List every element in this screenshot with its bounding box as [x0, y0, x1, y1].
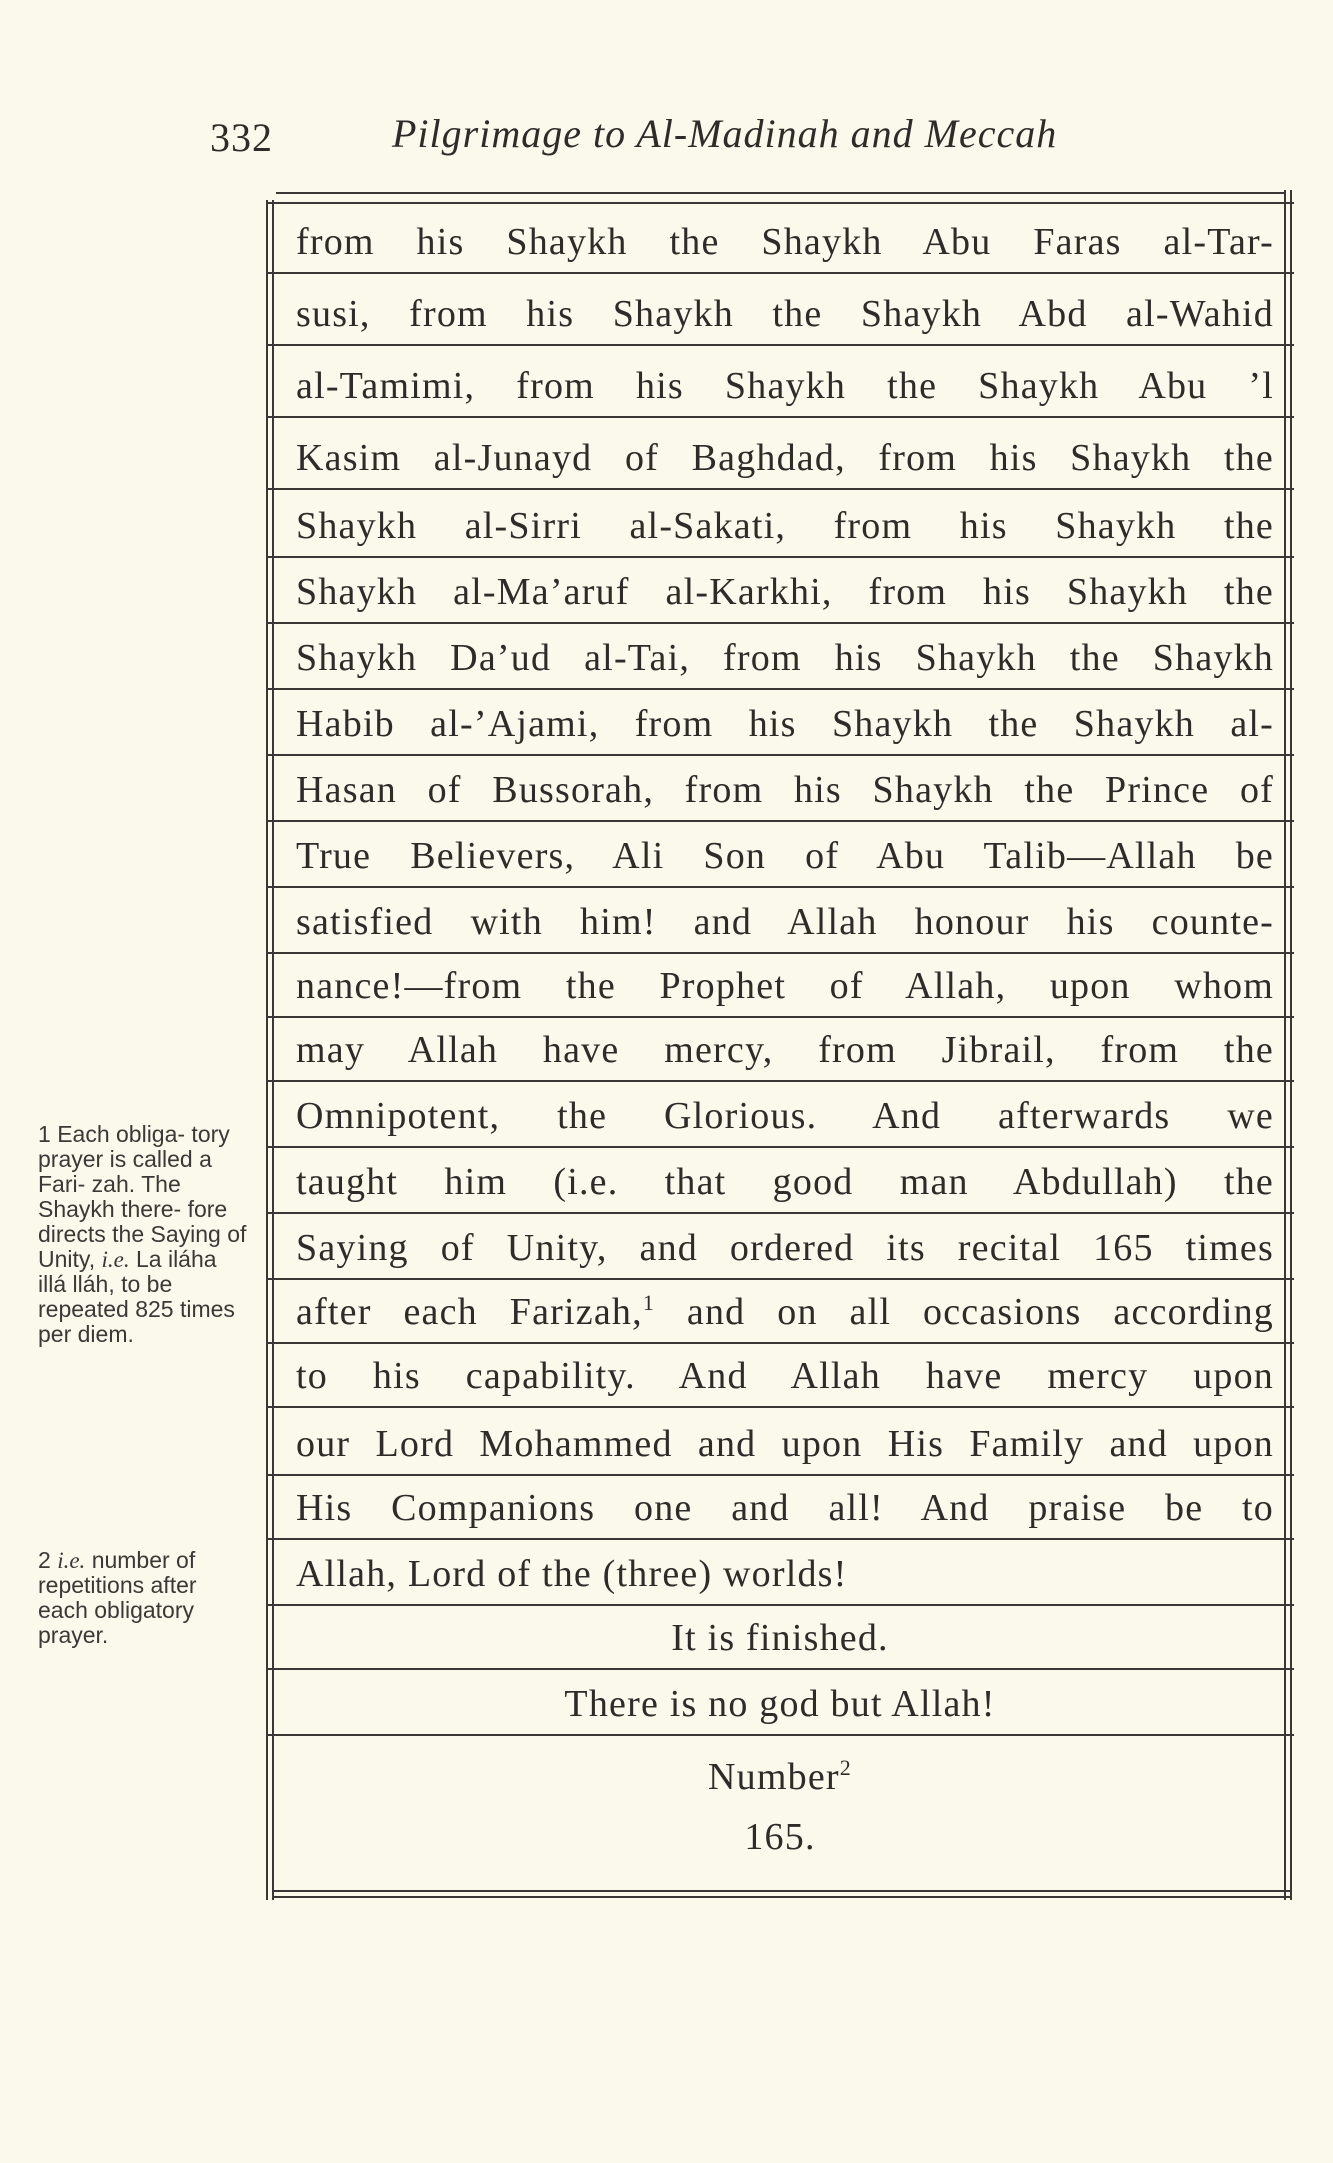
text-line: susi, from his Shaykh the Shaykh Abd al-Wahid: [296, 293, 1274, 336]
sidenote-2-marker: 2: [38, 1547, 51, 1573]
text-line: Allah, Lord of the (three) worlds!: [296, 1553, 848, 1596]
text-line: may Allah have mercy, from Jibrail, from the: [296, 1029, 1274, 1072]
text-line: True Believers, Ali Son of Abu Talib—Allah be: [296, 835, 1274, 878]
line-part: and on all occasions according: [686, 1291, 1275, 1334]
footnote-ref-2: 2: [839, 1755, 852, 1780]
number-label-line: [266, 1755, 1294, 1798]
text-row: [266, 1474, 1294, 1538]
text-line: from his Shaykh the Shaykh Abu Faras al-Tar-: [296, 221, 1274, 264]
frame-bottom-rule-2: [272, 1896, 1290, 1898]
text-row: [266, 886, 1294, 952]
running-title: Pilgrimage to Al-Madinah and Meccah: [392, 111, 1058, 156]
text-row: [266, 202, 1294, 272]
sidenote-1-marker: 1: [38, 1121, 51, 1147]
text-line: to his capability. And Allah have mercy upon: [296, 1355, 1274, 1398]
text-row: [266, 952, 1294, 1016]
number-block: [266, 1755, 1294, 1878]
sidenote-1: [38, 1122, 248, 1347]
text-row: [266, 754, 1294, 820]
sidenote-2-ie: i.e.: [57, 1548, 86, 1573]
frame-bottom-rule-1: [272, 1890, 1290, 1892]
text-row: [266, 1342, 1294, 1406]
number-value: 165.: [744, 1816, 816, 1858]
text-line: Saying of Unity, and ordered its recital 165 times: [296, 1227, 1274, 1270]
text-row: [266, 556, 1294, 622]
text-row: [266, 344, 1294, 416]
text-line: [296, 1292, 1274, 1334]
sidenote-1-text-b: La iláha illá lláh, to be repeated 825 times per diem.: [38, 1246, 235, 1347]
text-row: [266, 1212, 1294, 1278]
finished-line: It is finished.: [671, 1617, 889, 1660]
text-line: Kasim al-Junayd of Baghdad, from his Shaykh the: [296, 437, 1274, 480]
text-line: His Companions one and all! And praise be to: [296, 1487, 1274, 1530]
footnote-ref-1: 1: [642, 1290, 656, 1316]
text-row: [266, 1734, 1294, 1736]
text-row: [266, 622, 1294, 688]
line-part: after each Farizah,: [296, 1291, 643, 1334]
text-row: [266, 416, 1294, 488]
number-label: Number: [708, 1756, 840, 1798]
text-line: Shaykh Da’ud al-Tai, from his Shaykh the Shaykh: [296, 637, 1274, 680]
text-line: our Lord Mohammed and upon His Family and upon: [296, 1423, 1274, 1466]
text-row: [266, 1604, 1294, 1668]
no-god-line: There is no god but Allah!: [564, 1683, 996, 1726]
sidenote-1-ie: i.e.: [101, 1247, 130, 1272]
text-line: nance!—from the Prophet of Allah, upon whom: [296, 965, 1274, 1008]
text-row: [266, 1668, 1294, 1734]
text-line: Hasan of Bussorah, from his Shaykh the Prince of: [296, 769, 1274, 812]
text-row: [266, 488, 1294, 556]
text-row: [266, 1278, 1294, 1342]
text-line: Habib al-’Ajami, from his Shaykh the Shaykh al-: [296, 703, 1274, 746]
text-line: al-Tamimi, from his Shaykh the Shaykh Abu ’l: [296, 365, 1274, 408]
text-row: [266, 1080, 1294, 1146]
text-row: [266, 1016, 1294, 1080]
text-row: [266, 1406, 1294, 1474]
frame-top-rule: [276, 192, 1286, 194]
sidenote-2: [38, 1548, 248, 1648]
sidenote-1-text-a: Each obliga- tory prayer is called a Fari- zah. The Shaykh there- fore directs the Saying of Unity,: [38, 1121, 247, 1272]
text-row: [266, 1538, 1294, 1604]
text-row: [266, 820, 1294, 886]
text-row: [266, 272, 1294, 344]
text-line: Omnipotent, the Glorious. And afterwards we: [296, 1095, 1274, 1138]
text-row: [266, 1146, 1294, 1212]
text-line: taught him (i.e. that good man Abdullah) the: [296, 1161, 1274, 1204]
text-row: [266, 688, 1294, 754]
text-frame: [266, 190, 1294, 1900]
sidenote-2-text: number of repetitions after each obligatory prayer.: [38, 1547, 197, 1648]
text-line: Shaykh al-Ma’aruf al-Karkhi, from his Shaykh the: [296, 571, 1274, 614]
page-number: 332: [210, 115, 273, 160]
text-line: satisfied with him! and Allah honour his counte-: [296, 901, 1274, 944]
text-line: Shaykh al-Sirri al-Sakati, from his Shaykh the: [296, 505, 1274, 548]
